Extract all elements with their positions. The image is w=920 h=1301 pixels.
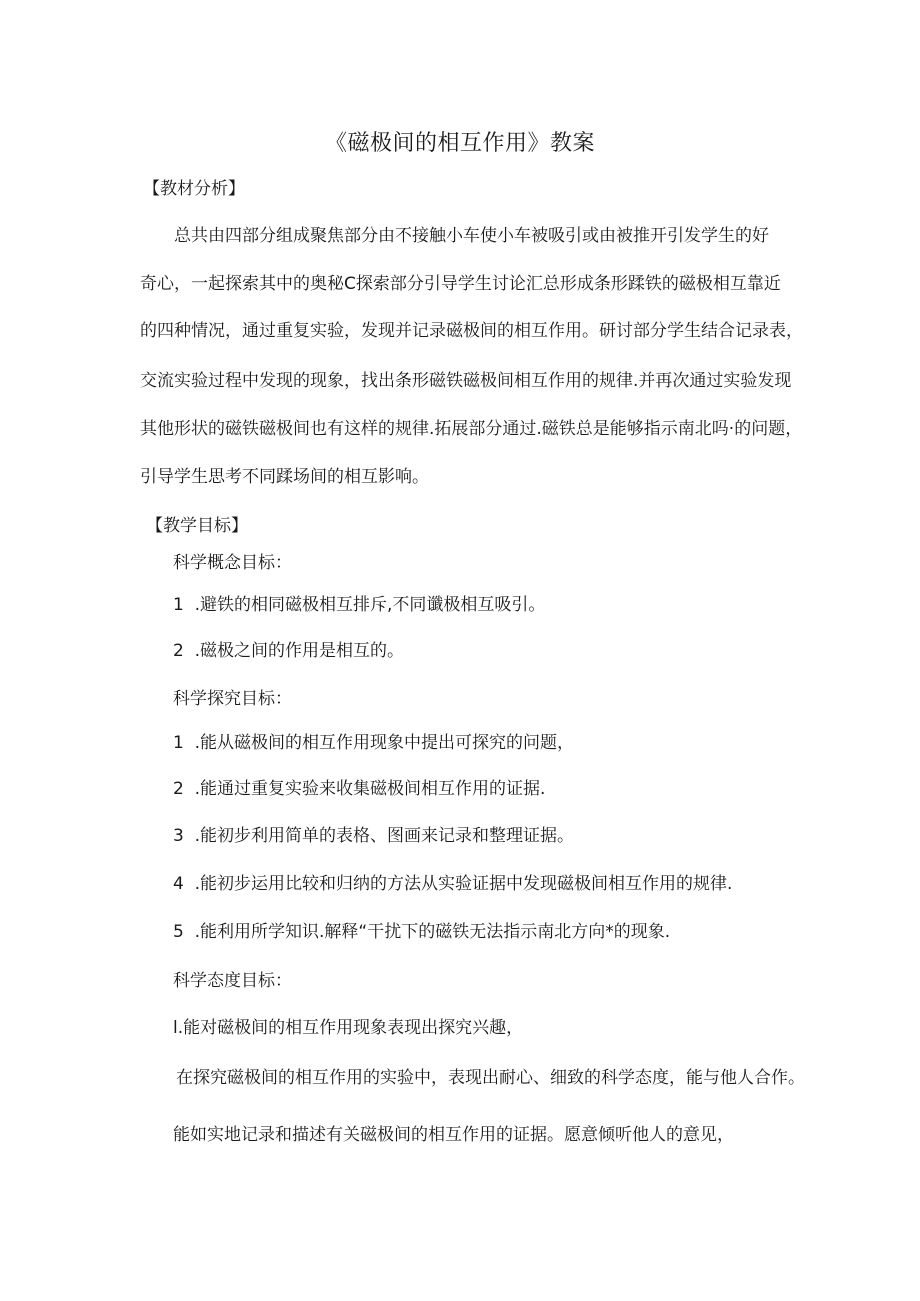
- attitude-goal-item: l.能对磁极间的相互作用现象表现出探究兴趣，: [173, 1018, 524, 1038]
- section-heading-goals: 【教学目标】: [146, 516, 248, 536]
- attitude-goal-item: 在探究磁极间的相互作用的实验中，表现出耐心、细致的科学态度，能与他人合作。: [176, 1068, 805, 1088]
- concept-goals-label: 科学概念目标：: [173, 553, 292, 573]
- paragraph-line: 奇心，一起探索其中的奥秘C探索部分引导学生讨论汇总形成条形蹂铁的磁极相互靠近: [140, 274, 781, 294]
- paragraph-line: 总共由四部分组成聚焦部分由不接触小车使小车被吸引或由被推开引发学生的好: [174, 226, 769, 246]
- inquiry-goal-item: 5 .能利用所学知识.解释“干扰下的磁铁无法指示南北方向*的现象.: [173, 922, 671, 942]
- inquiry-goal-item: 1 .能从磁极间的相互作用现象中提出可探究的问题，: [173, 733, 575, 753]
- paragraph-line: 引导学生思考不同蹂场间的相互影响。: [140, 467, 429, 487]
- attitude-goal-item: 能如实地记录和描述有关磁极间的相互作用的证据。愿意倾听他人的意见，: [173, 1125, 734, 1145]
- inquiry-goal-item: 2 .能通过重复实验来收集磁极间相互作用的证据.: [173, 779, 546, 799]
- attitude-goals-label: 科学态度目标：: [173, 971, 292, 991]
- section-heading-analysis: 【教材分析】: [143, 179, 245, 199]
- concept-goal-item: 1 .避铁的相同磁极相互排斥,不同谶极相互吸引。: [173, 595, 546, 615]
- concept-goal-item: 2 .磁极之间的作用是相互的。: [173, 641, 405, 661]
- paragraph-line: 其他形状的磁铁磁极间也有这样的规律.拓展部分通过.磁铁总是能够指示南北吗·的问题，: [140, 419, 803, 439]
- document-title: 《磁极间的相互作用》教案: [324, 131, 595, 156]
- paragraph-line: 交流实验过程中发现的现象，找出条形磁铁磁极间相互作用的规律.并再次通过实验发现: [140, 371, 792, 391]
- inquiry-goal-item: 4 .能初步运用比较和归纳的方法从实验证据中发现磁极间相互作用的规律.: [173, 874, 733, 894]
- paragraph-line: 的四种情况，通过重复实验，发现并记录磁极间的相互作用。研讨部分学生结合记录表，: [140, 321, 803, 341]
- inquiry-goals-label: 科学探究目标：: [173, 689, 292, 709]
- inquiry-goal-item: 3 .能初步利用简单的表格、图画来记录和整理证据。: [173, 826, 575, 846]
